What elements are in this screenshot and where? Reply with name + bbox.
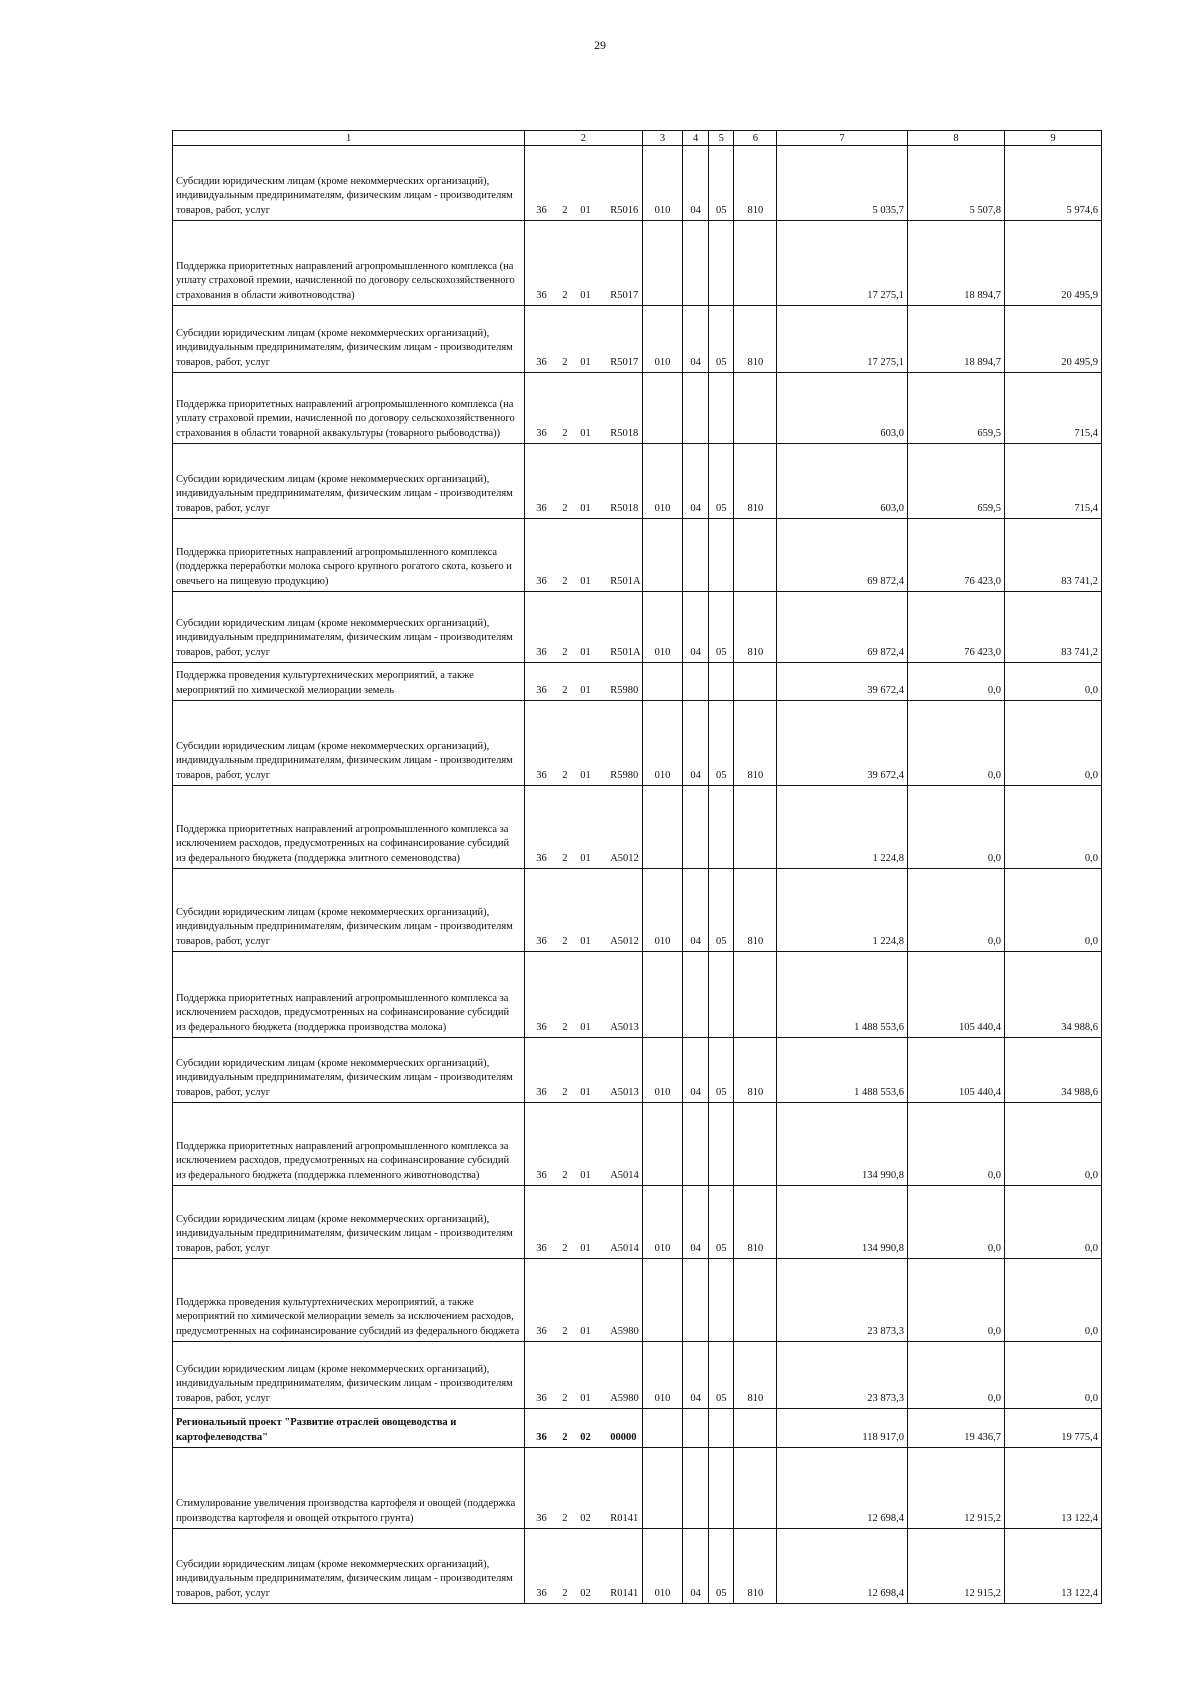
col-5-cell: [708, 1103, 734, 1186]
col-4-cell: [683, 952, 709, 1038]
col-4-cell: 04: [683, 869, 709, 952]
code-part-1: 36: [536, 1086, 547, 1098]
code-part-4: R5980: [610, 684, 639, 696]
col-8-amount: 105 440,4: [908, 952, 1005, 1038]
col-5-cell: [708, 221, 734, 306]
col-6-cell: 810: [734, 444, 777, 519]
col-5-cell: 05: [708, 306, 734, 373]
code-part-1: 36: [536, 1431, 547, 1443]
row-code-cell: [525, 1448, 642, 1529]
table-row: [173, 373, 1102, 444]
code-part-1: 36: [536, 1325, 547, 1337]
col-6-cell: [734, 786, 777, 869]
col-6-cell: 810: [734, 1186, 777, 1259]
row-description: Субсидии юридическим лицам (кроме некоммерческих организаций), индивидуальным предпринимателям, физическим лицам - производителям товаров, работ, услуг: [173, 444, 525, 519]
col-4-cell: [683, 1448, 709, 1529]
header-cell: 3: [642, 131, 683, 146]
code-part-2: 2: [562, 356, 568, 368]
table-row: [173, 786, 1102, 869]
code-part-4: R5018: [610, 427, 639, 439]
code-part-4: R5018: [610, 502, 639, 514]
col-8-amount: 12 915,2: [908, 1529, 1005, 1604]
row-code-cell: [525, 663, 642, 701]
table-row: [173, 869, 1102, 952]
col-3-cell: [642, 952, 683, 1038]
col-4-cell: 04: [683, 1186, 709, 1259]
code-part-4: R5017: [610, 356, 639, 368]
code-part-3: 01: [580, 684, 591, 696]
row-code-cell: [525, 1342, 642, 1409]
code-part-3: 01: [580, 1242, 591, 1254]
code-part-1: 36: [536, 204, 547, 216]
code-part-3: 01: [580, 852, 591, 864]
code-part-1: 36: [536, 852, 547, 864]
col-8-amount: 659,5: [908, 444, 1005, 519]
col-4-cell: [683, 373, 709, 444]
col-7-amount: 1 224,8: [777, 869, 908, 952]
table-row: [173, 1342, 1102, 1409]
col-3-cell: 010: [642, 1529, 683, 1604]
col-9-amount: 0,0: [1004, 1186, 1101, 1259]
code-part-4: R0141: [610, 1512, 639, 1524]
row-code-cell: [525, 869, 642, 952]
col-8-amount: 0,0: [908, 1259, 1005, 1342]
row-code-cell: [525, 1409, 642, 1448]
col-7-amount: 69 872,4: [777, 519, 908, 592]
col-4-cell: [683, 1409, 709, 1448]
col-3-cell: 010: [642, 701, 683, 786]
row-code-cell: [525, 1103, 642, 1186]
col-9-amount: 0,0: [1004, 1342, 1101, 1409]
code-part-3: 01: [580, 646, 591, 658]
col-4-cell: 04: [683, 592, 709, 663]
col-9-amount: 0,0: [1004, 663, 1101, 701]
table-row: [173, 306, 1102, 373]
code-part-2: 2: [562, 684, 568, 696]
code-part-4: A5013: [610, 1086, 639, 1098]
table-row: [173, 221, 1102, 306]
col-7-amount: 39 672,4: [777, 701, 908, 786]
code-part-3: 01: [580, 575, 591, 587]
row-description: Стимулирование увеличения производства картофеля и овощей (поддержка производства картофеля и овощей открытого грунта): [173, 1448, 525, 1529]
col-4-cell: [683, 1103, 709, 1186]
code-part-4: A5980: [610, 1325, 639, 1337]
col-5-cell: 05: [708, 444, 734, 519]
code-part-2: 2: [562, 204, 568, 216]
code-part-1: 36: [536, 646, 547, 658]
table-row: [173, 444, 1102, 519]
col-7-amount: 603,0: [777, 373, 908, 444]
code-part-3: 02: [580, 1587, 591, 1599]
col-5-cell: 05: [708, 1342, 734, 1409]
col-5-cell: [708, 1259, 734, 1342]
col-7-amount: 69 872,4: [777, 592, 908, 663]
code-part-4: R5017: [610, 289, 639, 301]
col-3-cell: 010: [642, 1038, 683, 1103]
row-description: Субсидии юридическим лицам (кроме некоммерческих организаций), индивидуальным предпринимателям, физическим лицам - производителям товаров, работ, услуг: [173, 306, 525, 373]
code-part-2: 2: [562, 1392, 568, 1404]
col-6-cell: [734, 1259, 777, 1342]
col-9-amount: 0,0: [1004, 701, 1101, 786]
col-3-cell: [642, 1259, 683, 1342]
col-4-cell: 04: [683, 444, 709, 519]
code-part-1: 36: [536, 356, 547, 368]
row-description: Поддержка приоритетных направлений агропромышленного комплекса за исключением расходов, предусмотренных на софинансирование субсидий из федерального бюджета (поддержка племенного животноводства): [173, 1103, 525, 1186]
col-7-amount: 39 672,4: [777, 663, 908, 701]
code-part-3: 01: [580, 1021, 591, 1033]
col-9-amount: 34 988,6: [1004, 952, 1101, 1038]
col-8-amount: 0,0: [908, 663, 1005, 701]
col-9-amount: 13 122,4: [1004, 1448, 1101, 1529]
budget-table: [172, 130, 1102, 1604]
code-part-1: 36: [536, 1587, 547, 1599]
col-9-amount: 0,0: [1004, 786, 1101, 869]
col-6-cell: [734, 663, 777, 701]
code-part-4: R0141: [610, 1587, 639, 1599]
code-part-1: 36: [536, 575, 547, 587]
col-6-cell: [734, 373, 777, 444]
col-3-cell: 010: [642, 306, 683, 373]
code-part-1: 36: [536, 1512, 547, 1524]
col-4-cell: 04: [683, 701, 709, 786]
col-9-amount: 5 974,6: [1004, 146, 1101, 221]
col-3-cell: 010: [642, 1342, 683, 1409]
header-cell: 5: [708, 131, 734, 146]
row-description: Субсидии юридическим лицам (кроме некоммерческих организаций), индивидуальным предпринимателям, физическим лицам - производителям товаров, работ, услуг: [173, 592, 525, 663]
col-6-cell: 810: [734, 1529, 777, 1604]
code-part-1: 36: [536, 427, 547, 439]
code-part-2: 2: [562, 502, 568, 514]
code-part-4: A5012: [610, 852, 639, 864]
code-part-1: 36: [536, 502, 547, 514]
col-6-cell: [734, 1409, 777, 1448]
col-3-cell: [642, 1409, 683, 1448]
col-4-cell: [683, 221, 709, 306]
col-3-cell: 010: [642, 869, 683, 952]
code-part-2: 2: [562, 1587, 568, 1599]
col-3-cell: 010: [642, 1186, 683, 1259]
table-row: [173, 701, 1102, 786]
col-9-amount: 715,4: [1004, 444, 1101, 519]
col-5-cell: 05: [708, 869, 734, 952]
header-row: [173, 131, 1102, 146]
row-code-cell: [525, 221, 642, 306]
col-5-cell: 05: [708, 701, 734, 786]
code-part-4: A5013: [610, 1021, 639, 1033]
code-part-3: 01: [580, 427, 591, 439]
code-part-1: 36: [536, 769, 547, 781]
col-5-cell: 05: [708, 146, 734, 221]
code-part-2: 2: [562, 852, 568, 864]
table-row: [173, 1103, 1102, 1186]
table-row: [173, 1186, 1102, 1259]
col-5-cell: 05: [708, 1186, 734, 1259]
code-part-1: 36: [536, 1021, 547, 1033]
col-8-amount: 76 423,0: [908, 592, 1005, 663]
row-description: Субсидии юридическим лицам (кроме некоммерческих организаций), индивидуальным предпринимателям, физическим лицам - производителям товаров, работ, услуг: [173, 1529, 525, 1604]
col-5-cell: [708, 1448, 734, 1529]
table-row: [173, 1529, 1102, 1604]
code-part-2: 2: [562, 935, 568, 947]
col-3-cell: [642, 1448, 683, 1529]
col-6-cell: 810: [734, 1038, 777, 1103]
row-code-cell: [525, 952, 642, 1038]
col-6-cell: [734, 1103, 777, 1186]
code-part-1: 36: [536, 289, 547, 301]
col-9-amount: 0,0: [1004, 1259, 1101, 1342]
row-code-cell: [525, 1038, 642, 1103]
table-row: [173, 1448, 1102, 1529]
col-8-amount: 18 894,7: [908, 221, 1005, 306]
row-description: Субсидии юридическим лицам (кроме некоммерческих организаций), индивидуальным предпринимателям, физическим лицам - производителям товаров, работ, услуг: [173, 146, 525, 221]
row-description: Поддержка проведения культуртехнических мероприятий, а также мероприятий по химической мелиорации земель: [173, 663, 525, 701]
code-part-1: 36: [536, 1169, 547, 1181]
col-7-amount: 134 990,8: [777, 1186, 908, 1259]
col-8-amount: 12 915,2: [908, 1448, 1005, 1529]
code-part-1: 36: [536, 1392, 547, 1404]
row-code-cell: [525, 786, 642, 869]
col-6-cell: [734, 952, 777, 1038]
col-6-cell: 810: [734, 306, 777, 373]
col-8-amount: 0,0: [908, 1186, 1005, 1259]
code-part-4: R5016: [610, 204, 639, 216]
code-part-4: R501A: [610, 646, 641, 658]
col-6-cell: [734, 221, 777, 306]
code-part-1: 36: [536, 935, 547, 947]
col-9-amount: 0,0: [1004, 1103, 1101, 1186]
col-6-cell: 810: [734, 1342, 777, 1409]
col-9-amount: 13 122,4: [1004, 1529, 1101, 1604]
col-9-amount: 715,4: [1004, 373, 1101, 444]
col-5-cell: 05: [708, 1529, 734, 1604]
code-part-1: 36: [536, 1242, 547, 1254]
col-3-cell: 010: [642, 146, 683, 221]
table-row: [173, 952, 1102, 1038]
code-part-2: 2: [562, 646, 568, 658]
col-5-cell: [708, 1409, 734, 1448]
header-cell: 2: [525, 131, 642, 146]
code-part-3: 02: [580, 1431, 591, 1443]
header-cell: 6: [734, 131, 777, 146]
row-code-cell: [525, 1186, 642, 1259]
row-code-cell: [525, 701, 642, 786]
col-5-cell: [708, 519, 734, 592]
code-part-3: 01: [580, 1392, 591, 1404]
row-code-cell: [525, 1529, 642, 1604]
col-6-cell: [734, 1448, 777, 1529]
code-part-2: 2: [562, 769, 568, 781]
col-8-amount: 5 507,8: [908, 146, 1005, 221]
row-description: Субсидии юридическим лицам (кроме некоммерческих организаций), индивидуальным предпринимателям, физическим лицам - производителям товаров, работ, услуг: [173, 1186, 525, 1259]
col-8-amount: 659,5: [908, 373, 1005, 444]
row-description: Субсидии юридическим лицам (кроме некоммерческих организаций), индивидуальным предпринимателям, физическим лицам - производителям товаров, работ, услуг: [173, 1342, 525, 1409]
row-description: Региональный проект "Развитие отраслей овощеводства и картофелеводства": [173, 1409, 525, 1448]
col-8-amount: 76 423,0: [908, 519, 1005, 592]
col-8-amount: 19 436,7: [908, 1409, 1005, 1448]
col-6-cell: 810: [734, 701, 777, 786]
row-description: Поддержка приоритетных направлений агропромышленного комплекса (на уплату страховой премии, начисленной по договору сельскохозяйственного страхования в области животноводства): [173, 221, 525, 306]
col-5-cell: [708, 663, 734, 701]
col-5-cell: [708, 786, 734, 869]
header-cell: 4: [683, 131, 709, 146]
table-row: [173, 663, 1102, 701]
col-8-amount: 0,0: [908, 701, 1005, 786]
code-part-3: 01: [580, 1325, 591, 1337]
col-8-amount: 18 894,7: [908, 306, 1005, 373]
page-number: 29: [594, 38, 606, 52]
col-5-cell: 05: [708, 1038, 734, 1103]
row-description: Субсидии юридическим лицам (кроме некоммерческих организаций), индивидуальным предпринимателям, физическим лицам - производителям товаров, работ, услуг: [173, 1038, 525, 1103]
code-part-3: 01: [580, 1086, 591, 1098]
col-9-amount: 19 775,4: [1004, 1409, 1101, 1448]
col-7-amount: 118 917,0: [777, 1409, 908, 1448]
col-9-amount: 83 741,2: [1004, 519, 1101, 592]
col-6-cell: 810: [734, 869, 777, 952]
col-3-cell: [642, 786, 683, 869]
col-3-cell: [642, 221, 683, 306]
code-part-2: 2: [562, 289, 568, 301]
col-9-amount: 0,0: [1004, 869, 1101, 952]
row-code-cell: [525, 306, 642, 373]
col-3-cell: 010: [642, 444, 683, 519]
col-4-cell: [683, 1259, 709, 1342]
code-part-2: 2: [562, 1431, 568, 1443]
col-3-cell: [642, 1103, 683, 1186]
code-part-2: 2: [562, 1242, 568, 1254]
col-7-amount: 23 873,3: [777, 1342, 908, 1409]
code-part-3: 01: [580, 1169, 591, 1181]
row-description: Поддержка приоритетных направлений агропромышленного комплекса за исключением расходов, предусмотренных на софинансирование субсидий из федерального бюджета (поддержка элитного семеноводства): [173, 786, 525, 869]
col-8-amount: 105 440,4: [908, 1038, 1005, 1103]
col-9-amount: 20 495,9: [1004, 221, 1101, 306]
col-6-cell: 810: [734, 592, 777, 663]
col-4-cell: [683, 663, 709, 701]
code-part-4: A5014: [610, 1242, 639, 1254]
table-row: [173, 592, 1102, 663]
col-5-cell: [708, 373, 734, 444]
col-8-amount: 0,0: [908, 1103, 1005, 1186]
code-part-4: A5014: [610, 1169, 639, 1181]
col-7-amount: 5 035,7: [777, 146, 908, 221]
code-part-1: 36: [536, 684, 547, 696]
code-part-3: 01: [580, 769, 591, 781]
row-code-cell: [525, 519, 642, 592]
code-part-2: 2: [562, 1512, 568, 1524]
row-code-cell: [525, 444, 642, 519]
col-7-amount: 603,0: [777, 444, 908, 519]
code-part-3: 02: [580, 1512, 591, 1524]
table-row: [173, 1038, 1102, 1103]
row-code-cell: [525, 146, 642, 221]
col-7-amount: 134 990,8: [777, 1103, 908, 1186]
col-4-cell: 04: [683, 1342, 709, 1409]
col-7-amount: 12 698,4: [777, 1448, 908, 1529]
col-7-amount: 17 275,1: [777, 306, 908, 373]
code-part-2: 2: [562, 1021, 568, 1033]
row-description: Субсидии юридическим лицам (кроме некоммерческих организаций), индивидуальным предпринимателям, физическим лицам - производителям товаров, работ, услуг: [173, 701, 525, 786]
code-part-2: 2: [562, 1086, 568, 1098]
col-4-cell: 04: [683, 306, 709, 373]
col-3-cell: [642, 373, 683, 444]
col-4-cell: 04: [683, 146, 709, 221]
table-row: [173, 146, 1102, 221]
col-5-cell: [708, 952, 734, 1038]
col-7-amount: 1 224,8: [777, 786, 908, 869]
row-description: Поддержка приоритетных направлений агропромышленного комплекса (на уплату страховой премии, начисленной по договору сельскохозяйственного страхования в области товарной аквакультуры (товарного рыбоводства)): [173, 373, 525, 444]
code-part-3: 01: [580, 289, 591, 301]
header-cell: 7: [777, 131, 908, 146]
col-4-cell: [683, 519, 709, 592]
row-description: Поддержка приоритетных направлений агропромышленного комплекса (поддержка переработки молока сырого крупного рогатого скота, козьего и овечьего на пищевую продукцию): [173, 519, 525, 592]
code-part-4: R501A: [610, 575, 641, 587]
code-part-4: R5980: [610, 769, 639, 781]
table-row: [173, 1409, 1102, 1448]
col-4-cell: 04: [683, 1529, 709, 1604]
col-9-amount: 34 988,6: [1004, 1038, 1101, 1103]
row-code-cell: [525, 373, 642, 444]
code-part-2: 2: [562, 427, 568, 439]
code-part-3: 01: [580, 356, 591, 368]
col-4-cell: [683, 786, 709, 869]
code-part-3: 01: [580, 935, 591, 947]
col-7-amount: 1 488 553,6: [777, 952, 908, 1038]
header-cell: 9: [1004, 131, 1101, 146]
col-7-amount: 1 488 553,6: [777, 1038, 908, 1103]
row-code-cell: [525, 1259, 642, 1342]
col-5-cell: 05: [708, 592, 734, 663]
row-description: Субсидии юридическим лицам (кроме некоммерческих организаций), индивидуальным предпринимателям, физическим лицам - производителям товаров, работ, услуг: [173, 869, 525, 952]
col-3-cell: [642, 519, 683, 592]
col-7-amount: 12 698,4: [777, 1529, 908, 1604]
code-part-2: 2: [562, 1169, 568, 1181]
col-6-cell: [734, 519, 777, 592]
row-description: Поддержка проведения культуртехнических мероприятий, а также мероприятий по химической мелиорации земель за исключением расходов, предусмотренных на софинансирование субсидий из федерального бюджета: [173, 1259, 525, 1342]
col-8-amount: 0,0: [908, 1342, 1005, 1409]
col-4-cell: 04: [683, 1038, 709, 1103]
col-8-amount: 0,0: [908, 869, 1005, 952]
col-7-amount: 17 275,1: [777, 221, 908, 306]
row-code-cell: [525, 592, 642, 663]
code-part-3: 01: [580, 204, 591, 216]
code-part-4: A5980: [610, 1392, 639, 1404]
code-part-4: A5012: [610, 935, 639, 947]
code-part-2: 2: [562, 1325, 568, 1337]
col-3-cell: [642, 663, 683, 701]
col-9-amount: 83 741,2: [1004, 592, 1101, 663]
row-description: Поддержка приоритетных направлений агропромышленного комплекса за исключением расходов, предусмотренных на софинансирование субсидий из федерального бюджета (поддержка производства молока): [173, 952, 525, 1038]
code-part-2: 2: [562, 575, 568, 587]
table-row: [173, 1259, 1102, 1342]
code-part-4: 00000: [610, 1431, 637, 1443]
header-cell: 1: [173, 131, 525, 146]
table-row: [173, 519, 1102, 592]
col-9-amount: 20 495,9: [1004, 306, 1101, 373]
col-6-cell: 810: [734, 146, 777, 221]
col-7-amount: 23 873,3: [777, 1259, 908, 1342]
col-3-cell: 010: [642, 592, 683, 663]
col-8-amount: 0,0: [908, 786, 1005, 869]
header-cell: 8: [908, 131, 1005, 146]
code-part-3: 01: [580, 502, 591, 514]
